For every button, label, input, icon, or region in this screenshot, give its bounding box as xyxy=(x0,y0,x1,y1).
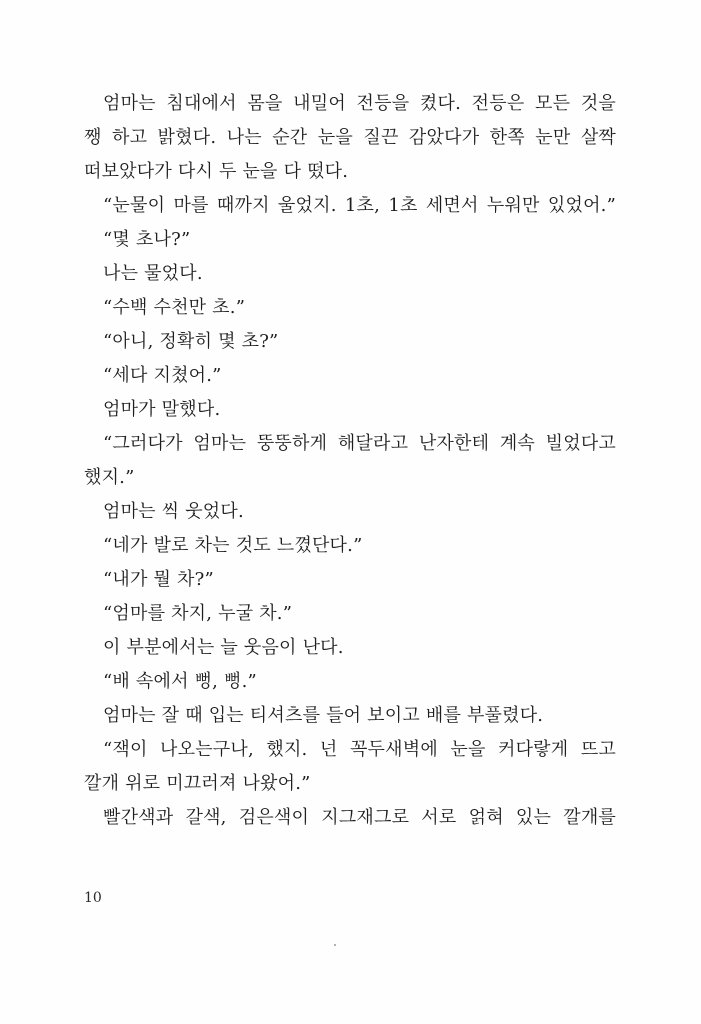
text-line: 빨간색과 갈색, 검은색이 지그재그로 서로 얽혀 있는 깔개를 xyxy=(103,807,616,828)
text-line: “그러다가 엄마는 뚱뚱하게 해달라고 난자한테 계속 빌었다고 xyxy=(103,433,616,454)
text-line: 엄마가 말했다. xyxy=(103,399,221,420)
text-line: “잭이 나오는구나, 했지. 넌 꼭두새벽에 눈을 커다랗게 뜨고 xyxy=(103,739,616,760)
text-line: 엄마는 잘 때 입는 티셔츠를 들어 보이고 배를 부풀렸다. xyxy=(103,705,544,726)
page-number: 10 xyxy=(84,890,102,906)
text-line: “몇 초나?” xyxy=(103,229,191,250)
text-line: “세다 지쳤어.” xyxy=(103,365,222,386)
text-line: “배 속에서 뻥, 뻥.” xyxy=(103,671,257,692)
text-line: 쨍 하고 밝혔다. 나는 순간 눈을 질끈 감았다가 한쪽 눈만 살짝 xyxy=(84,127,616,148)
text-line: 떠보았다가 다시 두 눈을 다 떴다. xyxy=(84,161,349,182)
text-line: “네가 발로 차는 것도 느꼈단다.” xyxy=(103,535,363,556)
body-text xyxy=(84,87,616,835)
text-line: 이 부분에서는 늘 웃음이 난다. xyxy=(103,637,344,658)
text-line: “수백 수천만 초.” xyxy=(103,297,246,318)
text-line: 엄마는 침대에서 몸을 내밀어 전등을 켰다. 전등은 모든 것을 xyxy=(103,93,616,114)
scan-speck xyxy=(334,944,336,946)
text-line: “엄마를 차지, 누굴 차.” xyxy=(103,603,293,624)
text-line: 깔개 위로 미끄러져 나왔어.” xyxy=(84,773,311,794)
text-line: 엄마는 씩 웃었다. xyxy=(103,501,244,522)
text-line: “눈물이 마를 때까지 울었지. 1초, 1초 세면서 누워만 있었어.” xyxy=(103,195,616,216)
text-line: 했지.” xyxy=(84,467,135,488)
text-line: 나는 물었다. xyxy=(103,263,203,284)
text-line: “아니, 정확히 몇 초?” xyxy=(103,331,279,352)
text-line: “내가 뭘 차?” xyxy=(103,569,214,590)
